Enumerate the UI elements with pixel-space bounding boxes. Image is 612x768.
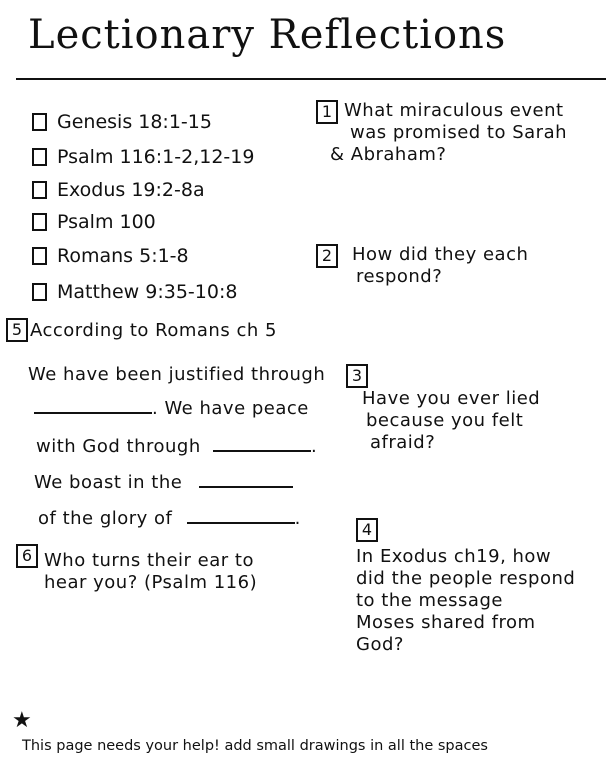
- question-line: In Exodus ch19, how: [356, 546, 552, 567]
- reading-item[interactable]: [32, 145, 254, 169]
- question-number: 2: [316, 244, 338, 268]
- reading-label: Exodus 19:2-8a: [57, 179, 205, 201]
- question-line: because you felt: [366, 410, 524, 431]
- reading-item[interactable]: [32, 244, 189, 268]
- answer-blank[interactable]: [199, 472, 293, 488]
- question-number: 1: [316, 100, 338, 124]
- fill-blank-line-3: [36, 436, 317, 457]
- question-text: [330, 100, 568, 166]
- question-line: Who turns their ear to: [44, 550, 254, 571]
- fill-blank-line-2: [34, 398, 309, 419]
- fill-text: with God through: [36, 436, 201, 457]
- question-line: to the message: [356, 590, 503, 611]
- title-divider: [16, 78, 606, 80]
- reading-checkbox[interactable]: [32, 283, 47, 301]
- question-line: How did they each: [352, 244, 529, 265]
- question-number: 6: [16, 544, 38, 568]
- question-line: did the people respond: [356, 568, 576, 589]
- question-line: What miraculous event: [344, 100, 564, 121]
- reading-item[interactable]: [32, 178, 205, 202]
- answer-blank[interactable]: [34, 398, 152, 414]
- question-line: & Abraham?: [330, 144, 447, 165]
- question-line: afraid?: [370, 432, 436, 453]
- star-icon: ★: [12, 708, 32, 733]
- reading-label: Matthew 9:35-10:8: [57, 281, 238, 303]
- answer-blank[interactable]: [187, 508, 295, 524]
- question-number: 5: [6, 318, 28, 342]
- question-number: 3: [346, 364, 368, 388]
- reading-checkbox[interactable]: [32, 247, 47, 265]
- question-heading: According to Romans ch 5: [30, 320, 277, 341]
- reading-label: Psalm 116:1-2,12-19: [57, 146, 255, 168]
- fill-text: We boast in the: [34, 472, 183, 493]
- reading-label: Romans 5:1-8: [57, 245, 189, 267]
- fill-blank-line-1: We have been justified through: [28, 364, 326, 385]
- fill-blank-line-5: [38, 508, 301, 529]
- reading-checkbox[interactable]: [32, 148, 47, 166]
- footer-note: This page needs your help! add small drawings in all the spaces: [22, 738, 488, 754]
- question-line: respond?: [356, 266, 443, 287]
- question-line: hear you? (Psalm 116): [44, 572, 258, 593]
- fill-text: of the glory of: [38, 508, 173, 529]
- question-text: [44, 550, 257, 594]
- question-line: was promised to Sarah: [350, 122, 568, 143]
- fill-period: .: [310, 436, 318, 457]
- reading-checkbox[interactable]: [32, 213, 47, 231]
- reading-item[interactable]: [32, 210, 156, 234]
- question-line: Have you ever lied: [362, 388, 541, 409]
- question-text: [352, 244, 528, 288]
- reading-item[interactable]: [32, 280, 237, 304]
- question-line: God?: [356, 634, 404, 655]
- fill-period: .: [294, 508, 301, 529]
- page-title: Lectionary Reflections: [28, 12, 507, 58]
- reading-checkbox[interactable]: [32, 181, 47, 199]
- reading-checkbox[interactable]: [32, 113, 47, 131]
- question-number: 4: [356, 518, 378, 542]
- reading-item[interactable]: [32, 110, 212, 134]
- answer-blank[interactable]: [213, 436, 311, 452]
- fill-blank-line-4: [34, 472, 293, 493]
- fill-text: . We have peace: [152, 398, 309, 419]
- question-text: [362, 388, 540, 454]
- reading-label: Genesis 18:1-15: [57, 111, 212, 133]
- question-text: [356, 546, 575, 656]
- reading-label: Psalm 100: [57, 211, 156, 233]
- question-line: Moses shared from: [356, 612, 536, 633]
